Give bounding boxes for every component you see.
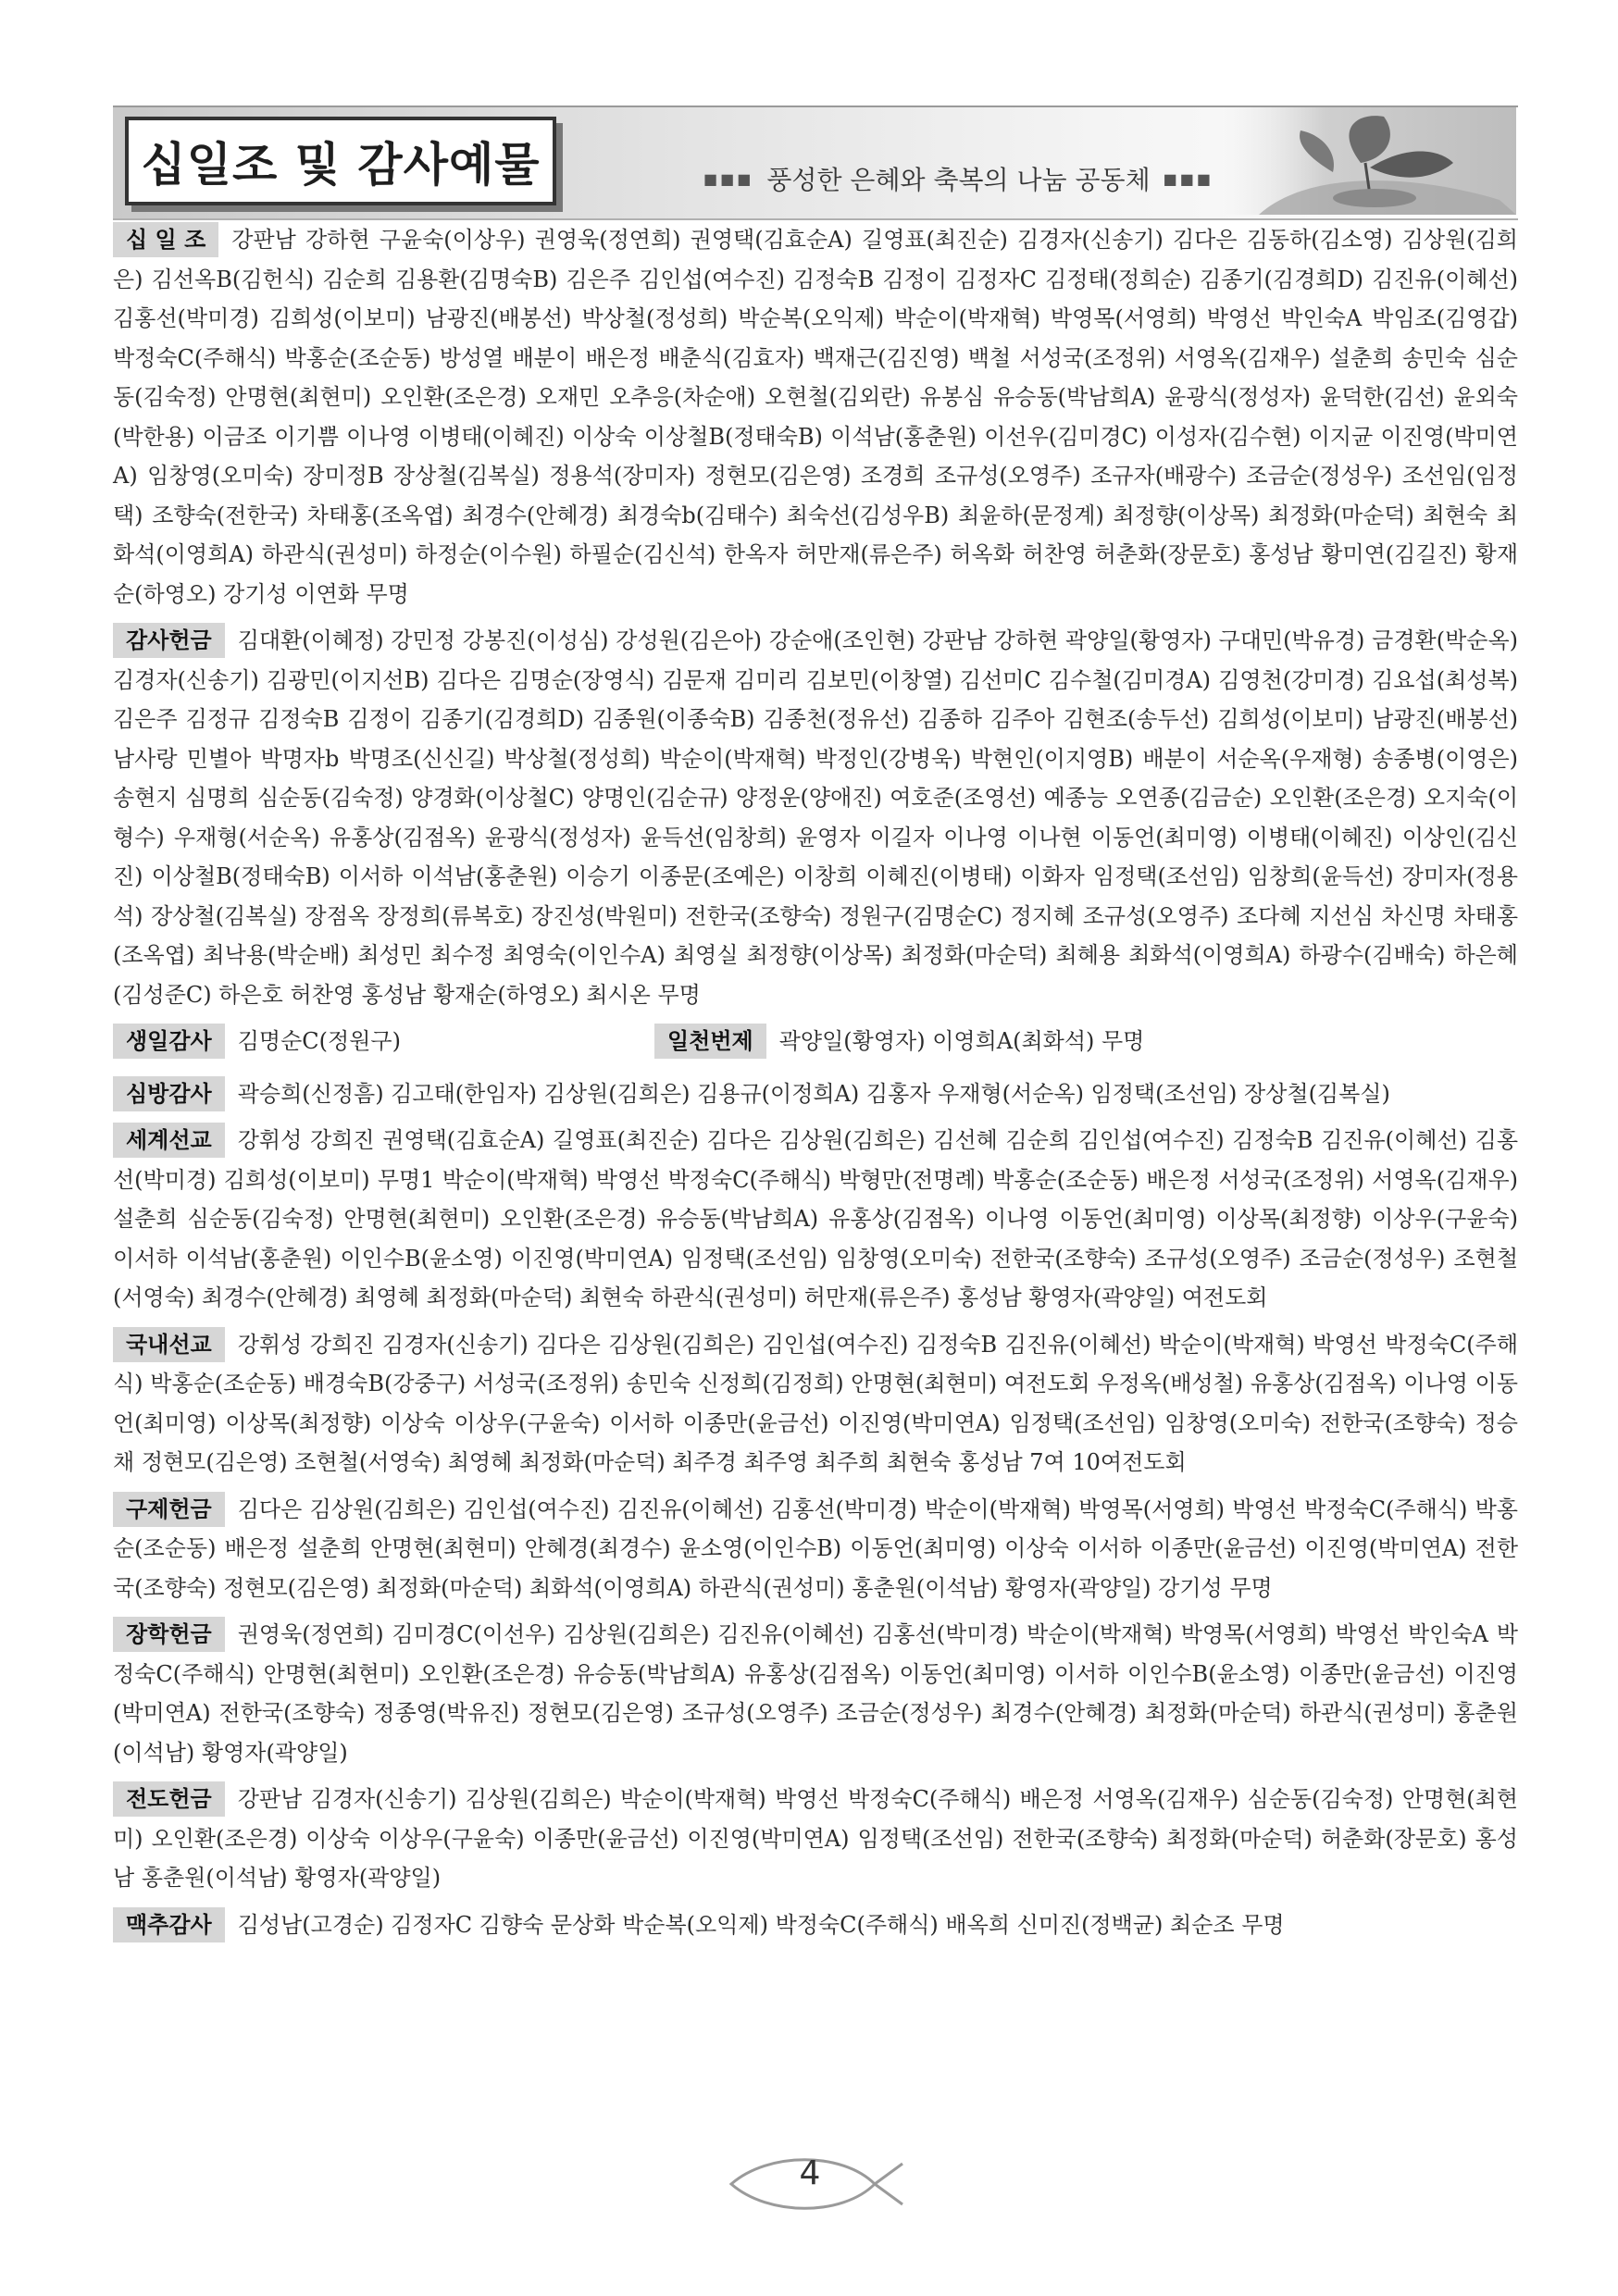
section-harvest bbox=[113, 1905, 1518, 1945]
section-tithe bbox=[113, 220, 1518, 614]
section-names: 김명순C(정원구) bbox=[237, 1028, 401, 1054]
page-title: 십일조 및 감사예물 bbox=[141, 138, 541, 192]
section-evangelism bbox=[113, 1780, 1518, 1898]
section-label: 생일감사 bbox=[113, 1024, 225, 1059]
page-number: 4 bbox=[799, 2154, 821, 2192]
section-label: 십 일 조 bbox=[113, 222, 218, 257]
section-scholarship bbox=[113, 1615, 1518, 1772]
section-names: 곽승희(신정흠) 김고태(한임자) 김상원(김희은) 김용규(이정희A) 김홍자 우재형(서순옥) 임정택(조선임) 장상철(김복실) bbox=[237, 1080, 1390, 1107]
section-domestic-mission bbox=[113, 1325, 1518, 1483]
page-title-box bbox=[125, 117, 556, 205]
section-names: 강판남 강하현 구윤숙(이상우) 권영욱(정연희) 권영택(김효순A) 길영표(최진순) 김경자(신송기) 김다은 김동하(김소영) 김상원(김희은) 김선옥B(김헌식) 김순희 김용환(김명숙B) 김은주 김인섭(여수진) 김정숙B 김정이 김정자C 김정태(정희순) 김종기(김경희D) 김진유(이혜선) 김홍선(박미경) 김희성(이보미) 남광진(배봉선) 박상철(정성희) 박순복(오익제) 박순이(박재혁) 박영목(서영희) 박영선 박인숙A 박임조(김영갑) 박정숙C(주해식) 박홍순(조순동) 방성열 배분이 배은정 배춘식(김효자) 백재근(김진영) 백철 서성국(조정위) 서영옥(김재우) 설춘희 송민숙 심순동(김숙정) 안명현(최현미) 오인환(조은경) 오재민 오추응(차순애) 오현철(김외란) 유봉심 유승동(박남희A) 윤광식(정성자) 윤덕한(김선) 윤외숙(박한용) 이금조 이기쁨 이나영 이병태(이혜진) 이상숙 이상철B(정태숙B) 이석남(홍춘원) 이선우(김미경C) 이성자(김수현) 이지균 이진영(박미연A) 임창영(오미숙) 장미정B 장상철(김복실) 정용석(장미자) 정현모(김은영) 조경희 조규성(오영주) 조규자(배광수) 조금순(정성우) 조선임(임정택) 조향숙(전한국) 차태홍(조옥엽) 최경수(안혜경) 최경숙b(김태수) 최숙선(김성우B) 최윤하(문정계) 최정향(이상목) 최정화(마순덕) 최현숙 최화석(이영희A) 하관식(권성미) 하정순(이수원) 하필순(김신석) 한옥자 허만재(류은주) 허옥화 허찬영 허춘화(장문호) 홍성남 황미연(김길진) 황재순(하영오) 강기성 이연화 무명 bbox=[113, 227, 1518, 607]
section-names: 강휘성 강희진 권영택(김효순A) 길영표(최진순) 김다은 김상원(김희은) 김선혜 김순희 김인섭(여수진) 김정숙B 김진유(이혜선) 김홍선(박미경) 김희성(이보미) 무명1 박순이(박재혁) 박영선 박정숙C(주해식) 박형만(전명례) 박홍순(조순동) 배은정 서성국(조정위) 서영옥(김재우) 설춘희 심순동(김숙정) 안명현(최현미) 오인환(조은경) 유승동(박남희A) 유홍상(김점옥) 이나영 이동언(최미영) 이상목(최정향) 이상우(구윤숙) 이서하 이석남(홍춘원) 이인수B(윤소영) 이진영(박미연A) 임정택(조선임) 임창영(오미숙) 전한국(조향숙) 조규성(오영주) 조금순(정성우) 조현철(서영숙) 최경수(안혜경) 최영혜 최정화(마순덕) 최현숙 하관식(권성미) 허만재(류은주) 홍성남 황영자(곽양일) 여전도회 bbox=[113, 1127, 1518, 1310]
section-label: 감사헌금 bbox=[113, 623, 225, 658]
offering-list bbox=[113, 220, 1518, 1952]
section-label: 국내선교 bbox=[113, 1327, 225, 1362]
section-names: 강휘성 강희진 김경자(신송기) 김다은 김상원(김희은) 김인섭(여수진) 김정숙B 김진유(이혜선) 박순이(박재혁) 박영선 박정숙C(주해식) 박홍순(조순동) 배경숙B(강중구) 서성국(조정위) 송민숙 신정희(김정희) 안명현(최현미) 여전도회 우정옥(배성철) 유홍상(김점옥) 이나영 이동언(최미영) 이상목(최정향) 이상숙 이상우(구윤숙) 이서하 이종만(윤금선) 이진영(박미연A) 임정택(조선임) 임창영(오미숙) 전한국(조향숙) 정승채 정현모(김은영) 조현철(서영숙) 최영혜 최정화(마순덕) 최주경 최주영 최주희 최현숙 홍성남 7여 10여전도회 bbox=[113, 1331, 1518, 1475]
section-row bbox=[113, 1022, 1518, 1061]
plant-photo-icon bbox=[1222, 107, 1516, 215]
section-thanks bbox=[113, 621, 1518, 1014]
section-names: 곽양일(황영자) 이영희A(최화석) 무명 bbox=[778, 1028, 1145, 1054]
section-label: 맥추감사 bbox=[113, 1907, 225, 1942]
section-names: 권영욱(정연희) 김미경C(이선우) 김상원(김희은) 김진유(이혜선) 김홍선(박미경) 박순이(박재혁) 박영목(서영희) 박영선 박인숙A 박정숙C(주해식) 안명현(최현미) 오인환(조은경) 유승동(박남희A) 유홍상(김점옥) 이동언(최미영) 이서하 이인수B(윤소영) 이종만(윤금선) 이진영(박미연A) 전한국(조향숙) 정종영(박유진) 정현모(김은영) 조규성(오영주) 조금순(정성우) 최경수(안혜경) 최정화(마순덕) 하관식(권성미) 홍춘원(이석남) 황영자(곽양일) bbox=[113, 1621, 1518, 1766]
subtitle-text: 풍성한 은혜와 축복의 나눔 공동체 bbox=[766, 165, 1151, 195]
section-names: 강판남 김경자(신송기) 김상원(김희은) 박순이(박재혁) 박영선 박정숙C(주해식) 배은정 서영옥(김재우) 심순동(김숙정) 안명현(최현미) 오인환(조은경) 이상숙 이상우(구윤숙) 이종만(윤금선) 이진영(박미연A) 임정택(조선임) 전한국(조향숙) 최정화(마순덕) 허춘화(장문호) 홍성남 홍춘원(이석남) 황영자(곽양일) bbox=[113, 1786, 1518, 1891]
section-visit bbox=[113, 1074, 1518, 1114]
subtitle bbox=[703, 155, 1214, 202]
dots-icon: ■■■ bbox=[1163, 169, 1214, 188]
dots-icon: ■■■ bbox=[703, 169, 754, 188]
section-names: 김다은 김상원(김희은) 김인섭(여수진) 김진유(이혜선) 김홍선(박미경) 박순이(박재혁) 박영목(서영희) 박영선 박정숙C(주해식) 박홍순(조순동) 배은정 설춘희 안명현(최현미) 안혜경(최경수) 윤소영(이인수B) 이동언(최미영) 이상숙 이서하 이종만(윤금선) 이진영(박미연A) 전한국(조향숙) 정현모(김은영) 최정화(마순덕) 최화석(이영희A) 하관식(권성미) 홍춘원(이석남) 황영자(곽양일) 강기성 무명 bbox=[113, 1496, 1518, 1601]
section-birthday bbox=[113, 1022, 654, 1061]
section-label: 일천번제 bbox=[654, 1024, 766, 1059]
section-names: 김대환(이혜정) 강민정 강봉진(이성심) 강성원(김은아) 강순애(조인현) 강판남 강하현 곽양일(황영자) 구대민(박유경) 금경환(박순옥) 김경자(신송기) 김광민(이지선B) 김다은 김명순(장영식) 김문재 김미리 김보민(이창열) 김선미C 김수철(김미경A) 김영천(강미경) 김요섭(최성복) 김은주 김정규 김정숙B 김정이 김종기(김경희D) 김종원(이종숙B) 김종천(정유선) 김종하 김주아 김현조(송두선) 김희성(이보미) 남광진(배봉선) 남사랑 민별아 박명자b 박명조(신신길) 박상철(정성희) 박순이(박재혁) 박정인(강병욱) 박현인(이지영B) 배분이 서순옥(우재형) 송종병(이영은) 송현지 심명희 심순동(김숙정) 양경화(이상철C) 양명인(김순규) 양정운(양애진) 여호준(조영선) 예종능 오연종(김금순) 오인환(조은경) 오지숙(이형수) 우재형(서순옥) 유홍상(김점옥) 윤광식(정성자) 윤득선(임창희) 윤영자 이길자 이나영 이나현 이동언(최미영) 이병태(이혜진) 이상인(김신진) 이상철B(정태숙B) 이서하 이석남(홍춘원) 이승기 이종문(조예은) 이창희 이혜진(이병태) 이화자 임정택(조선임) 임창희(윤득선) 장미자(정용석) 장상철(김복실) 장점옥 장정희(류복호) 장진성(박원미) 전한국(조향숙) 정원구(김명순C) 정지혜 조규성(오영주) 조다혜 지선심 차신명 차태홍(조옥엽) 최낙용(박순배) 최성민 최수정 최영숙(이인수A) 최영실 최정향(이상목) 최정화(마순덕) 최혜용 최화석(이영희A) 하광수(김배숙) 하은혜(김성준C) 하은호 허찬영 홍성남 황재순(하영오) 최시온 무명 bbox=[113, 627, 1518, 1008]
section-label: 구제헌금 bbox=[113, 1492, 225, 1527]
section-label: 전도헌금 bbox=[113, 1781, 225, 1817]
section-label: 세계선교 bbox=[113, 1123, 225, 1158]
section-relief bbox=[113, 1490, 1518, 1608]
section-label: 심방감사 bbox=[113, 1076, 225, 1111]
section-label: 장학헌금 bbox=[113, 1617, 225, 1652]
section-world-mission bbox=[113, 1121, 1518, 1318]
section-names: 김성남(고경순) 김정자C 김향숙 문상화 박순복(오익제) 박정숙C(주해식) 배옥희 신미진(정백균) 최순조 무명 bbox=[237, 1911, 1285, 1938]
section-thousand bbox=[654, 1022, 1518, 1061]
